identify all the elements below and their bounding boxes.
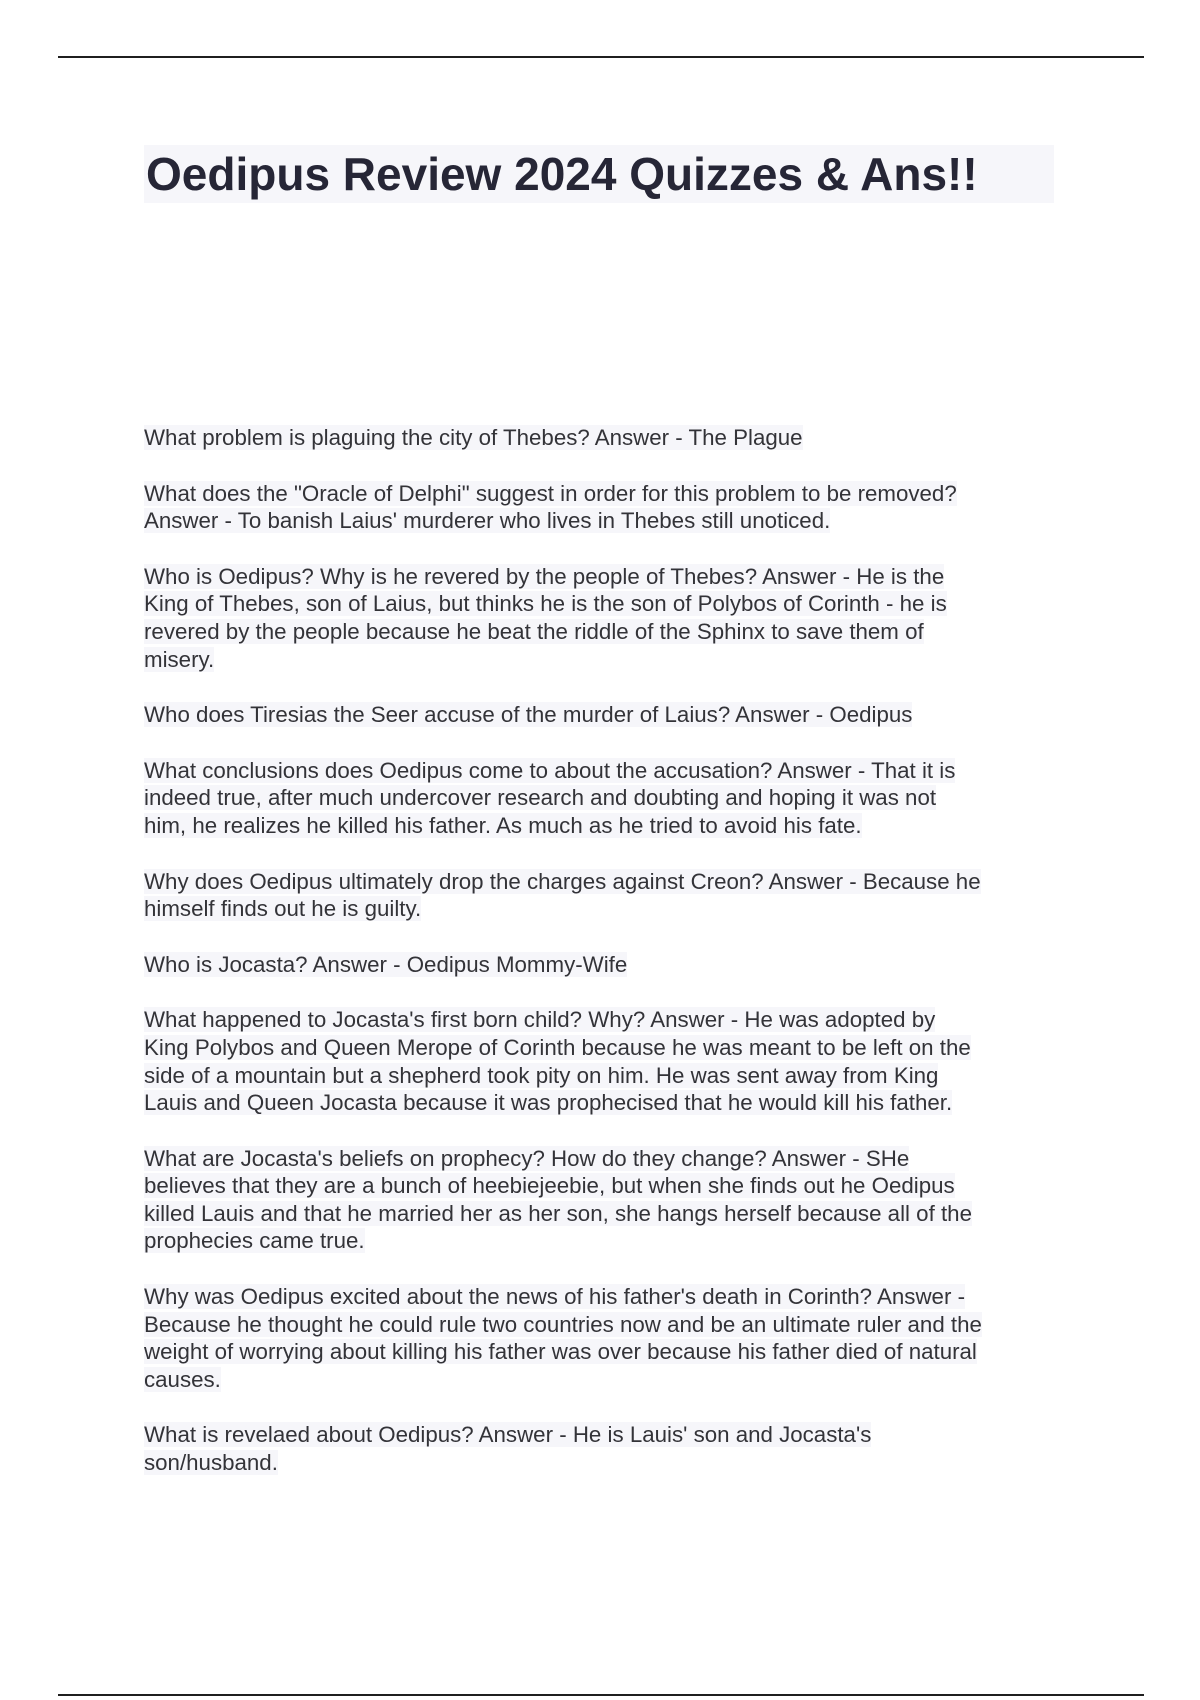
qa-line-text: son/husband. [144,1450,278,1476]
qa-line-text: Why does Oedipus ultimately drop the charges against Creon? Answer - Because he [144,868,981,894]
qa-line [144,868,1074,896]
qa-line-text: What does the "Oracle of Delphi" suggest in order for this problem to be removed? [144,480,957,506]
page-title: Oedipus Review 2024 Quizzes & Ans!! [146,148,978,200]
qa-line-text: What are Jocasta's beliefs on prophecy? How do they change? Answer - SHe [144,1145,910,1171]
qa-item [144,868,1074,923]
qa-item [144,424,1074,452]
top-divider [58,56,1144,58]
qa-line-text: King of Thebes, son of Laius, but thinks he is the son of Polybos of Corinth - he is [144,591,947,617]
qa-line-text: Because he thought he could rule two countries now and be an ultimate ruler and the [144,1311,982,1337]
qa-line-text: What is revelaed about Oedipus? Answer - He is Lauis' son and Jocasta's [144,1422,872,1448]
qa-line [144,1449,1074,1477]
qa-line-text: What happened to Jocasta's first born child? Why? Answer - He was adopted by [144,1007,936,1033]
qa-line [144,1338,1074,1366]
qa-line-text: believes that they are a bunch of heebiejeebie, but when she finds out he Oedipus [144,1173,955,1199]
qa-list [144,424,1074,1505]
qa-line [144,895,1074,923]
bottom-divider [58,1694,1144,1696]
qa-item [144,1145,1074,1255]
qa-item [144,951,1074,979]
qa-line [144,1227,1074,1255]
qa-line [144,951,1074,979]
title-block [144,145,1054,203]
qa-line [144,812,1074,840]
qa-line [144,1283,1074,1311]
qa-line [144,590,1074,618]
qa-line [144,1311,1074,1339]
qa-line-text: him, he realizes he killed his father. As much as he tried to avoid his fate. [144,812,862,838]
qa-line-text: Answer - To banish Laius' murderer who lives in Thebes still unoticed. [144,508,831,534]
qa-item [144,1421,1074,1476]
qa-line-text: indeed true, after much undercover research and doubting and hoping it was not [144,785,937,811]
qa-line [144,507,1074,535]
qa-line-text: Who does Tiresias the Seer accuse of the murder of Laius? Answer - Oedipus [144,702,913,728]
qa-line-text: revered by the people because he beat the riddle of the Sphinx to save them of [144,618,924,644]
qa-line-text: Lauis and Queen Jocasta because it was prophecised that he would kill his father. [144,1090,953,1116]
qa-line-text: weight of worrying about killing his father was over because his father died of natural [144,1339,977,1365]
qa-line-text: causes. [144,1366,221,1392]
qa-line-text: himself finds out he is guilty. [144,896,422,922]
qa-line-text: What conclusions does Oedipus come to about the accusation? Answer - That it is [144,757,956,783]
qa-line [144,1200,1074,1228]
qa-item [144,701,1074,729]
qa-line [144,1062,1074,1090]
qa-line [144,424,1074,452]
qa-line [144,618,1074,646]
qa-line-text: misery. [144,646,215,672]
qa-line-text: killed Lauis and that he married her as her son, she hangs herself because all of the [144,1200,972,1226]
qa-item [144,1006,1074,1116]
qa-line [144,480,1074,508]
qa-line [144,784,1074,812]
qa-line [144,1145,1074,1173]
qa-line-text: prophecies came true. [144,1228,365,1254]
qa-item [144,480,1074,535]
qa-line [144,1034,1074,1062]
qa-line [144,1421,1074,1449]
qa-line-text: What problem is plaguing the city of Thebes? Answer - The Plague [144,425,803,450]
qa-item [144,563,1074,673]
qa-line-text: side of a mountain but a shepherd took pity on him. He was sent away from King [144,1062,939,1088]
qa-line [144,1006,1074,1034]
qa-line [144,757,1074,785]
qa-line-text: Who is Jocasta? Answer - Oedipus Mommy-Wife [144,951,628,977]
qa-line [144,563,1074,591]
qa-item [144,1283,1074,1393]
qa-line [144,701,1074,729]
qa-line [144,1366,1074,1394]
qa-line [144,1089,1074,1117]
qa-line [144,646,1074,674]
qa-line-text: King Polybos and Queen Merope of Corinth because he was meant to be left on the [144,1034,971,1060]
qa-line [144,1172,1074,1200]
qa-line-text: Who is Oedipus? Why is he revered by the people of Thebes? Answer - He is the [144,563,945,589]
qa-line-text: Why was Oedipus excited about the news of his father's death in Corinth? Answer - [144,1284,965,1310]
qa-item [144,757,1074,840]
